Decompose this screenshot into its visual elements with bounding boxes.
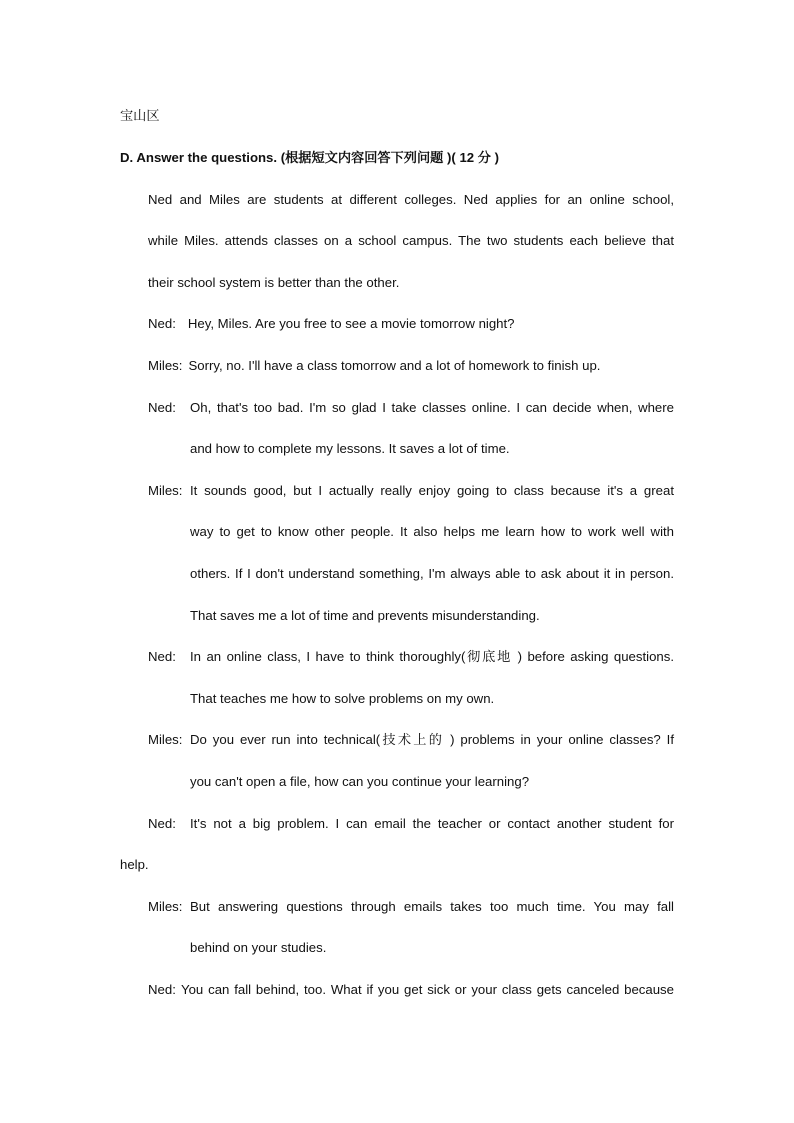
dialogue-text: behind on your studies.: [190, 940, 327, 955]
intro-line: while Miles. attends classes on a school campus. The two students each believe that: [148, 233, 674, 248]
dialogue-text: It's not a big problem. I can email the teacher or contact another student for: [190, 816, 674, 831]
speaker-label: Ned:: [148, 982, 176, 997]
speaker-label: Miles:: [148, 899, 183, 914]
section-title: D. Answer the questions. (根据短文内容回答下列问题 )( 12 分 ): [120, 150, 500, 165]
dialogue-turn: [148, 357, 600, 375]
dialogue-text: others. If I don't understand something, I'm always able to ask about it in person.: [190, 566, 674, 581]
speaker-label: Miles:: [148, 483, 183, 498]
speaker-label: Miles:: [148, 732, 183, 747]
dialogue-text: help.: [120, 857, 149, 872]
dialogue-turn: [148, 315, 515, 333]
dialogue-text: You can fall behind, too. What if you get sick or your class gets canceled because: [181, 982, 674, 997]
dialogue-text: Sorry, no. I'll have a class tomorrow and a lot of homework to finish up.: [188, 358, 601, 373]
dialogue-text: That saves me a lot of time and prevents misunderstanding.: [190, 608, 540, 623]
dialogue-text: and how to complete my lessons. It saves a lot of time.: [190, 441, 510, 456]
dialogue-text: It sounds good, but I actually really enjoy going to class because it's a great: [190, 483, 674, 498]
speaker-label: Miles:: [148, 358, 183, 373]
dialogue-text: In an online class, I have to think thoroughly(彻底地 ) before asking questions.: [190, 649, 674, 664]
speaker-label: Ned:: [148, 400, 176, 415]
speaker-label: Ned:: [148, 649, 176, 664]
dialogue-text: Oh, that's too bad. I'm so glad I take classes online. I can decide when, where: [190, 400, 674, 415]
dialogue-text: But answering questions through emails takes too much time. You may fall: [190, 899, 674, 914]
district-label: 宝山区: [120, 108, 160, 123]
dialogue-text: you can't open a file, how can you continue your learning?: [190, 774, 530, 789]
speaker-label: Ned:: [148, 316, 176, 331]
intro-line: their school system is better than the other.: [148, 275, 400, 290]
intro-line: Ned and Miles are students at different colleges. Ned applies for an online school,: [148, 192, 674, 207]
dialogue-text: Hey, Miles. Are you free to see a movie tomorrow night?: [187, 316, 515, 331]
dialogue-text: That teaches me how to solve problems on my own.: [190, 691, 495, 706]
dialogue-text: way to get to know other people. It also helps me learn how to work well with: [190, 524, 674, 539]
speaker-label: Ned:: [148, 816, 176, 831]
dialogue-text: Do you ever run into technical(技术上的 ) problems in your online classes? If: [190, 732, 674, 747]
